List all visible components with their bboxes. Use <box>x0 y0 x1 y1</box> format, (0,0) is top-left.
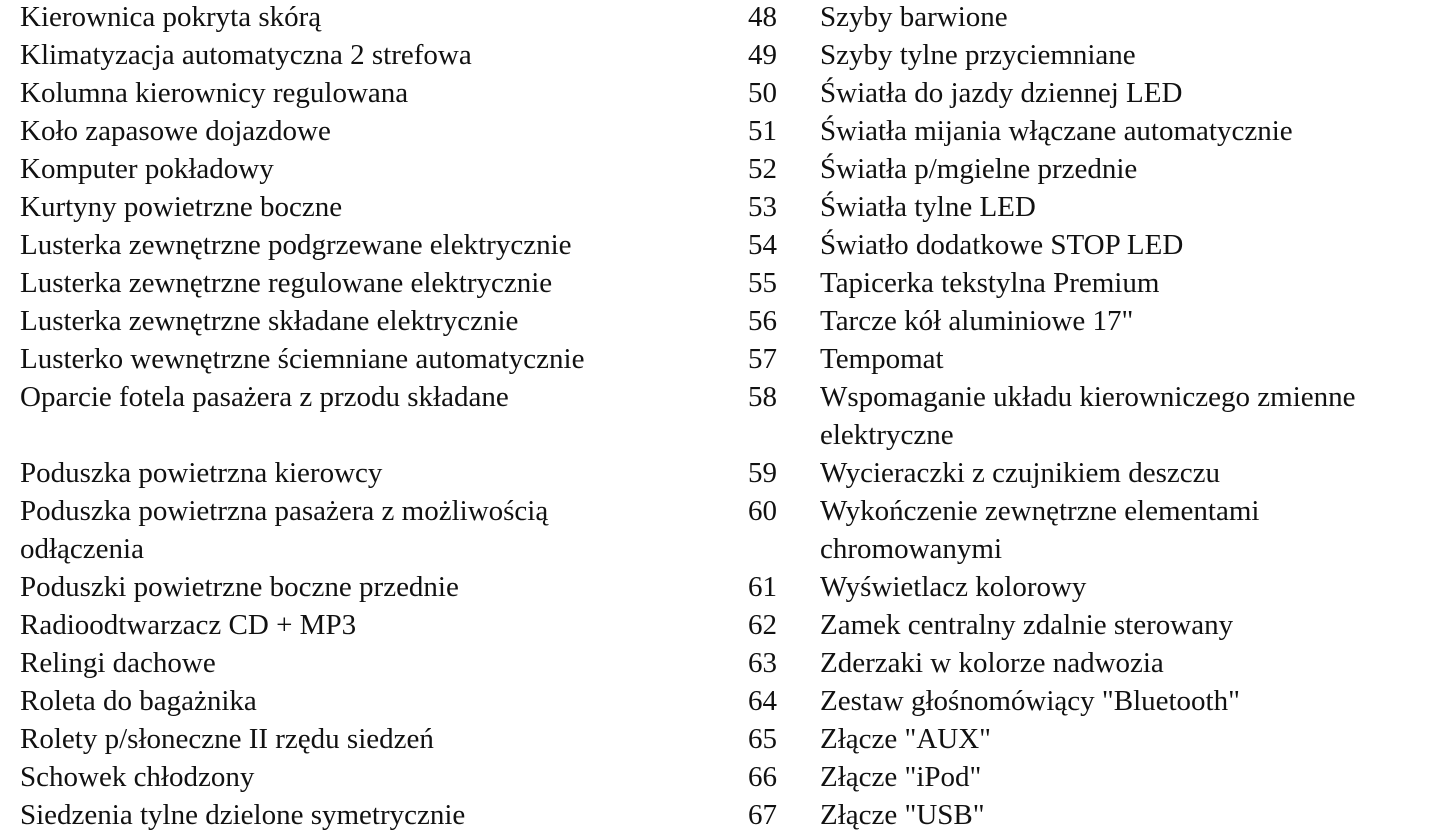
item-text: Zderzaki w kolorze nadwozia <box>820 647 1164 679</box>
item-number: 55 <box>748 267 777 299</box>
item-number: 54 <box>748 229 777 261</box>
numbered-item <box>748 302 1440 340</box>
list-item: Lusterka zewnętrzne składane elektrycznie <box>20 305 519 337</box>
numbered-item <box>748 682 1440 720</box>
item-text: Światła tylne LED <box>820 191 1036 223</box>
list-item: Koło zapasowe dojazdowe <box>20 115 331 147</box>
numbered-item <box>748 644 1440 682</box>
item-number: 50 <box>748 77 777 109</box>
numbered-item <box>748 568 1440 606</box>
list-item: Oparcie fotela pasażera z przodu składane <box>20 381 509 413</box>
list-item: Siedzenia tylne dzielone symetrycznie <box>20 799 466 831</box>
numbered-item <box>748 606 1440 644</box>
item-text: Wspomaganie układu kierowniczego zmienne <box>820 381 1356 413</box>
item-number: 66 <box>748 761 777 793</box>
numbered-item <box>748 758 1440 796</box>
item-text: Światła do jazdy dziennej LED <box>820 77 1183 109</box>
item-number: 62 <box>748 609 777 641</box>
item-number: 60 <box>748 495 777 527</box>
item-number: 56 <box>748 305 777 337</box>
item-text: Tapicerka tekstylna Premium <box>820 267 1160 299</box>
item-number: 49 <box>748 39 777 71</box>
item-number: 61 <box>748 571 777 603</box>
numbered-item <box>748 492 1440 530</box>
item-text: Złącze "iPod" <box>820 761 982 793</box>
item-text: Złącze "USB" <box>820 799 985 831</box>
list-item: Roleta do bagażnika <box>20 685 257 717</box>
item-number-empty <box>748 416 820 454</box>
numbered-item <box>748 720 1440 758</box>
numbered-item <box>748 150 1440 188</box>
item-number: 65 <box>748 723 777 755</box>
list-item: Kurtyny powietrzne boczne <box>20 191 343 223</box>
item-text: Zamek centralny zdalnie sterowany <box>820 609 1234 641</box>
item-text: Światła p/mgielne przednie <box>820 153 1138 185</box>
item-number: 52 <box>748 153 777 185</box>
list-item: Relingi dachowe <box>20 647 216 679</box>
list-item-continuation: odłączenia <box>20 533 144 565</box>
item-number: 63 <box>748 647 777 679</box>
item-text: Wykończenie zewnętrzne elementami <box>820 495 1260 527</box>
item-number: 53 <box>748 191 777 223</box>
numbered-item <box>748 112 1440 150</box>
item-text: Tempomat <box>820 343 944 375</box>
numbered-item <box>748 188 1440 226</box>
numbered-item-continuation <box>748 416 1440 454</box>
spacer <box>20 416 748 454</box>
list-item: Lusterko wewnętrzne ściemniane automatycznie <box>20 343 585 375</box>
list-item: Lusterka zewnętrzne podgrzewane elektrycznie <box>20 229 572 261</box>
item-text: chromowanymi <box>820 533 1003 565</box>
item-text: Tarcze kół aluminiowe 17" <box>820 305 1134 337</box>
item-text: Wyświetlacz kolorowy <box>820 571 1087 603</box>
numbered-item <box>748 454 1440 492</box>
item-text: Wycieraczki z czujnikiem deszczu <box>820 457 1220 489</box>
numbered-item <box>748 36 1440 74</box>
numbered-item-continuation <box>748 530 1440 568</box>
item-number: 51 <box>748 115 777 147</box>
item-number: 48 <box>748 1 777 33</box>
item-number: 64 <box>748 685 777 717</box>
list-item: Rolety p/słoneczne II rzędu siedzeń <box>20 723 434 755</box>
list-item: Poduszka powietrzna kierowcy <box>20 457 383 489</box>
item-number-empty <box>748 530 820 568</box>
list-item: Schowek chłodzony <box>20 761 255 793</box>
item-text: Szyby barwione <box>820 1 1008 33</box>
list-item: Komputer pokładowy <box>20 153 274 185</box>
item-number: 58 <box>748 381 777 413</box>
list-item: Poduszka powietrzna pasażera z możliwością <box>20 495 549 527</box>
list-item: Poduszki powietrzne boczne przednie <box>20 571 459 603</box>
item-text: Światła mijania włączane automatycznie <box>820 115 1293 147</box>
right-column <box>748 0 1440 831</box>
item-text: Złącze "AUX" <box>820 723 992 755</box>
item-text: Szyby tylne przyciemniane <box>820 39 1136 71</box>
numbered-item <box>748 74 1440 112</box>
item-text: Zestaw głośnomówiący "Bluetooth" <box>820 685 1240 717</box>
numbered-item <box>748 226 1440 264</box>
list-item: Lusterka zewnętrzne regulowane elektrycznie <box>20 267 553 299</box>
numbered-item <box>748 378 1440 416</box>
numbered-item <box>748 0 1440 36</box>
numbered-item <box>748 796 1440 834</box>
list-item: Kierownica pokryta skórą <box>20 1 322 33</box>
item-number: 57 <box>748 343 777 375</box>
list-item: Radioodtwarzacz CD + MP3 <box>20 609 357 641</box>
item-number: 67 <box>748 799 777 831</box>
list-item: Klimatyzacja automatyczna 2 strefowa <box>20 39 472 71</box>
list-item: Kolumna kierownicy regulowana <box>20 77 409 109</box>
item-text: Światło dodatkowe STOP LED <box>820 229 1184 261</box>
item-text: elektryczne <box>820 419 954 451</box>
numbered-item <box>748 340 1440 378</box>
numbered-item <box>748 264 1440 302</box>
item-number: 59 <box>748 457 777 489</box>
